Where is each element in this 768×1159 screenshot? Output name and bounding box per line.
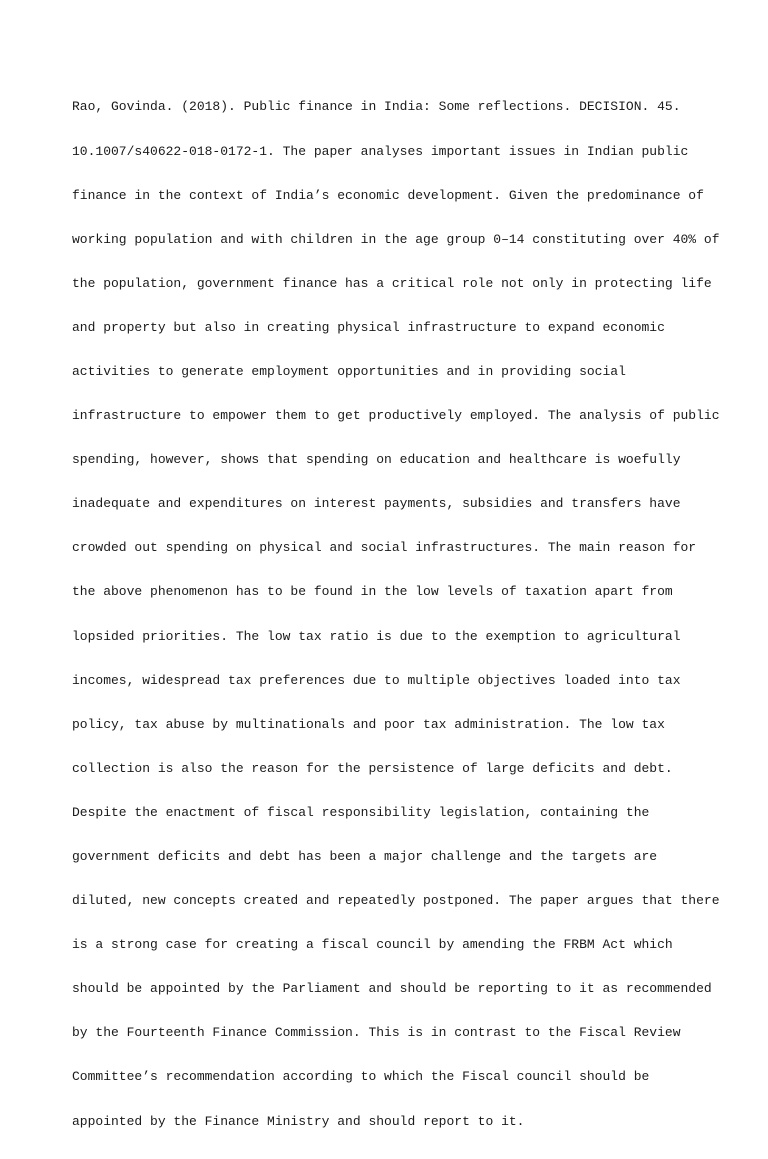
text-line: activities to generate employment opportunities and in providing social [72,363,626,379]
text-line: by the Fourteenth Finance Commission. This is in contrast to the Fiscal Review [72,1025,681,1041]
text-line: policy, tax abuse by multinationals and poor tax administration. The low tax [72,716,665,732]
text-line: spending, however, shows that spending on education and healthcare is woefully [72,452,681,468]
text-line: and property but also in creating physical infrastructure to expand economic [72,319,665,335]
text-line: finance in the context of India’s economic development. Given the predominance of [72,187,704,203]
text-line: diluted, new concepts created and repeatedly postponed. The paper argues that there [72,893,720,909]
text-line: 10.1007/s40622-018-0172-1. The paper analyses important issues in Indian public [72,143,689,159]
text-line: working population and with children in the age group 0–14 constituting over 40% of [72,231,720,247]
text-line: appointed by the Finance Ministry and should report to it. [72,1113,525,1129]
text-line: Rao, Govinda. (2018). Public finance in India: Some reflections. DECISION. 45. [72,99,681,115]
text-line: Despite the enactment of fiscal responsibility legislation, containing the [72,804,650,820]
text-line: should be appointed by the Parliament and should be reporting to it as recommended [72,981,712,997]
text-line: infrastructure to empower them to get productively employed. The analysis of public [72,408,720,424]
text-line: the population, government finance has a critical role not only in protecting life [72,275,712,291]
text-line: the above phenomenon has to be found in the low levels of taxation apart from [72,584,673,600]
text-line: Committee’s recommendation according to which the Fiscal council should be [72,1069,650,1085]
text-line: lopsided priorities. The low tax ratio is due to the exemption to agricultural [72,628,681,644]
text-line: is a strong case for creating a fiscal council by amending the FRBM Act which [72,937,673,953]
citation-abstract-paragraph [72,71,720,1159]
text-line: collection is also the reason for the persistence of large deficits and debt. [72,760,673,776]
text-line: incomes, widespread tax preferences due to multiple objectives loaded into tax [72,672,681,688]
text-line: government deficits and debt has been a major challenge and the targets are [72,849,658,864]
text-line: crowded out spending on physical and social infrastructures. The main reason for [72,540,697,556]
text-line: inadequate and expenditures on interest payments, subsidies and transfers have [72,496,681,512]
